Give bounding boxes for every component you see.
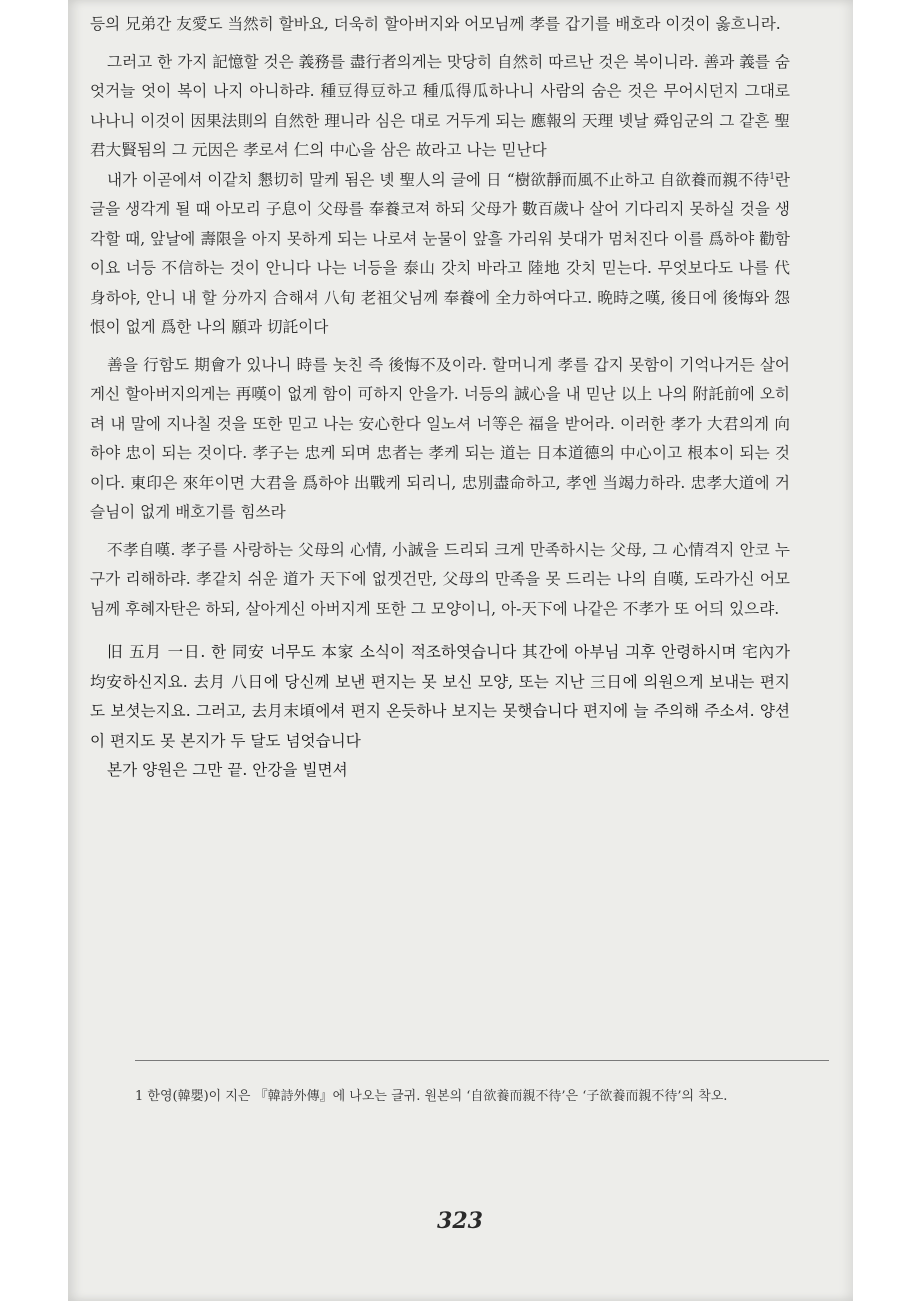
paragraph-3-rest: 란 글을 생각게 될 때 아모리 子息이 父母를 奉養코져 하되 父母가 數百歲나 살어 기다리지 못하실 것을 생각할 때, 앞날에 壽限을 아지 못하게 되는 나로셔 눈물이 앞흘 가리워 붓대가 멈처진다 이를 爲하야 勸함이요 너등 不信하는 것이 안니다 나는 너등을 泰山 갓치 바라고 陸地 갓치 믿는다. 무엇보다도 나를 代身하야, 안니 내 할 分까지 合해셔 八旬 老祖父님께 奉養에 全力하여다고. 晩時之嘆, 後日에 後悔와 怨恨이 없게 爲한 나의 願과 切託이다 bbox=[90, 170, 790, 336]
body-text bbox=[90, 10, 790, 786]
paragraph-3 bbox=[90, 166, 790, 343]
paragraph-4: 善을 行함도 期會가 있나니 時를 놋친 즉 後悔不及이라. 할머니게 孝를 갑지 못함이 기억나거든 살어게신 할아버지의게는 再嘆이 없게 함이 可하지 안을가. 너등의 誠心을 내 믿난 以上 나의 附託前에 오히려 내 말에 지나칠 것을 또한 믿고 나는 安心한다 일노셔 너等은 福을 받어라. 이러한 孝가 大君의게 向하야 忠이 되는 것이다. 孝子는 忠케 되며 忠者는 孝케 되는 道는 日本道德의 中心이고 根本이 되는 것이다. 東印은 來年이면 大君을 爲하야 出戰케 되리니, 忠別盡命하고, 孝엔 当竭力하라. 忠孝大道에 거슬님이 없게 배호기를 힘쓰라 bbox=[90, 355, 790, 521]
footnote-divider bbox=[135, 1060, 829, 1061]
paragraph-7: 본가 양원은 그만 끝. 안강을 빌면셔 bbox=[107, 761, 348, 779]
paragraph-2: 그러고 한 가지 記憶할 것은 義務를 盡行者의게는 맛당히 自然히 따르난 것은 복이니라. 善과 義를 숨엇거늘 엇이 복이 나지 아니하랴. 種豆得豆하고 種瓜得瓜하나니 사람의 숨은 것은 무어시던지 그대로 나나니 이것이 因果法則의 自然한 理니라 심은 대로 거두게 되는 應報의 天理 녯날 舜임군의 그 같흔 聖君大賢됨의 그 元因은 孝로셔 仁의 中心을 삼은 故라고 나는 믿난다 bbox=[90, 52, 790, 159]
footnote-marker: 1 bbox=[769, 171, 775, 182]
footnote: 1 한영(韓嬰)이 지은 『韓詩外傳』에 나오는 글귀. 원본의 ‘自欲養而親不待’은 ‘子欲養而親不待’의 착오. bbox=[135, 1089, 728, 1104]
paragraph-6: 旧 五月 一日. 한 同安 너무도 本家 소식이 적조하엿습니다 其간에 아부님 긔후 안령하시며 宅內가 均安하신지요. 去月 八日에 당신께 보낸 편지는 못 보신 모양, 또는 지난 三日에 의원으게 보내는 편지도 보셧는지요. 그러고, 去月末頃에셔 편지 온듯하나 보지는 못햇습니다 편지에 늘 주의해 주소셔. 양션이 편지도 못 본지가 두 달도 넘엇습니다 bbox=[90, 643, 790, 750]
paragraph-3-start: 내가 이곧에셔 이같치 懇切히 말케 됨은 녯 聖人의 글에 日 “樹欲靜而風不止하고 自欲養而親不待 bbox=[107, 170, 770, 189]
paragraph-5: 不孝自嘆. 孝子를 사랑하는 父母의 心情, 小誠을 드리되 크게 만족하시는 父母, 그 心情격지 안코 누구가 리해하랴. 孝같치 쉬운 道가 天下에 없겟건만, 父母의 만족을 못 드리는 나의 自嘆, 도라가신 어모님께 후혜자탄은 하되, 살아게신 아버지게 또한 그 모양이니, 아-天下에 나같은 不孝가 또 어듸 있으랴. bbox=[90, 540, 790, 618]
page-number: 323 bbox=[437, 1208, 483, 1234]
paragraph-1: 등의 兄弟간 友愛도 当然히 할바요, 더욱히 할아버지와 어모님께 孝를 갑기를 배호라 이것이 옳흐니라. bbox=[90, 15, 781, 33]
